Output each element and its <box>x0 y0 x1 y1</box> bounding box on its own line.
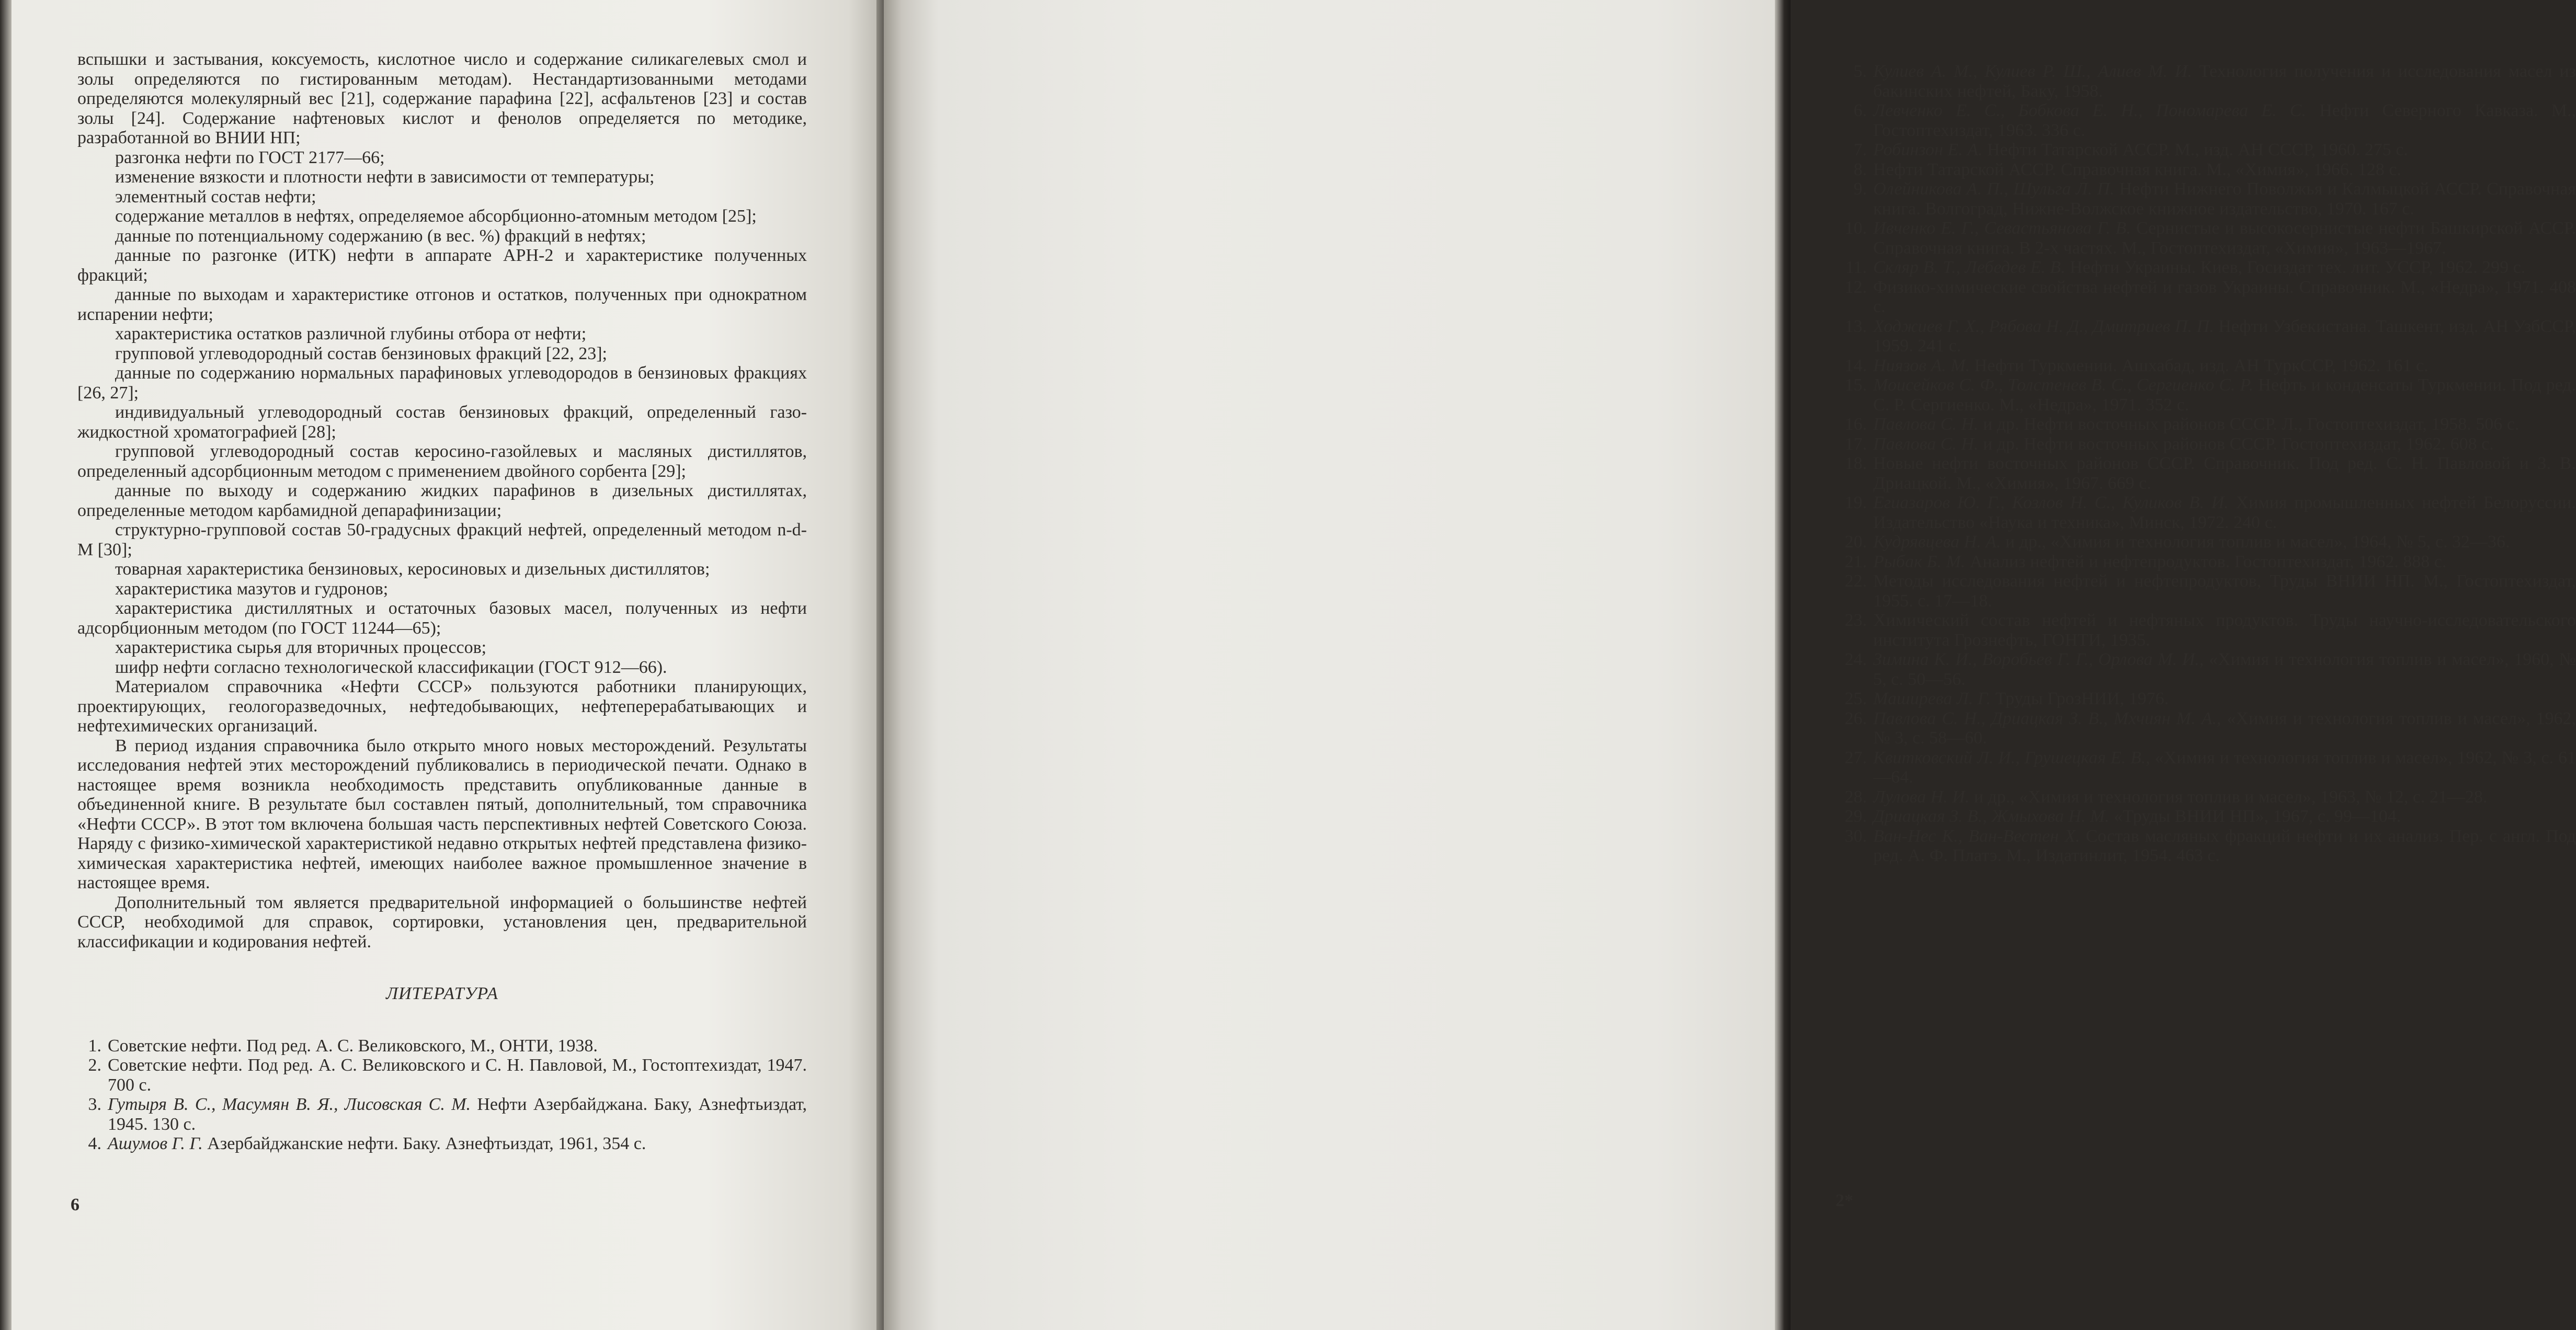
reference-item <box>1834 317 2576 356</box>
left-page-text <box>77 50 807 1154</box>
reference-authors: Ван-Нес К., Ван-Вестен Х. <box>1873 826 2080 846</box>
reference-title: Нефти Туркмении. Ашхабад, изд. АН ТуркССР, 1962. 161 с. <box>1970 356 2429 375</box>
reference-text <box>1873 454 2576 493</box>
reference-number: 9. <box>1853 179 1867 199</box>
reference-text <box>1873 748 2576 787</box>
reference-item <box>1834 62 2576 101</box>
reference-item <box>1834 356 2576 376</box>
reference-item <box>77 1056 807 1095</box>
reference-number: 2. <box>88 1056 101 1075</box>
reference-text <box>1873 317 2576 356</box>
reference-title: Нефти Северного Кавказа. М., Гостоптехиздат, 1963. 336 с. <box>1873 101 2576 140</box>
reference-authors: Левченко Е. С., Бобкова Е. Н., Пономарева Е. С. <box>1873 101 2306 120</box>
reference-text <box>1873 356 2576 376</box>
reference-text <box>108 1056 807 1095</box>
body-paragraph: индивидуальный углеводородный состав бензиновых фракций, определенный газо-жидкостной хроматографией [28]; <box>77 403 807 442</box>
body-paragraph: В период издания справочника было открыто много новых месторождений. Результаты исследования нефтей этих месторождений публиковались в периодической печати. Однако в настоящее время возникла необходимость представить опубликованные данные в объединенной книге. В результате был составлен пятый, дополнительный, том справочника «Нефти СССР». В этот том включена большая часть перспективных нефтей Советского Союза. Наряду с физико-химической характеристикой недавно открытых нефтей представлена физико-химическая характеристика нефтей, имеющих наиболее важное промышленное значение в настоящее время. <box>77 736 807 892</box>
body-paragraph: данные по разгонке (ИТК) нефти в аппарате АРН-2 и характеристике полученных фракций; <box>77 246 807 285</box>
reference-number: 12. <box>1844 277 1867 297</box>
reference-number: 13. <box>1844 316 1867 336</box>
reference-item <box>1834 454 2576 493</box>
reference-item <box>1834 179 2576 219</box>
reference-number: 14. <box>1844 356 1867 375</box>
reference-authors: Егиазаров Ю. Г., Козлов Н. С., Куликов В. И. <box>1873 493 2229 512</box>
reference-item <box>1834 258 2576 278</box>
right-page-number: 2* <box>1836 1191 1853 1210</box>
reference-authors: Павлова С. Н. <box>1873 415 1979 434</box>
reference-text <box>1873 434 2576 454</box>
literature-heading: ЛИТЕРАТУРА <box>386 984 498 1003</box>
reference-authors: Ниязов А. М. <box>1873 356 1970 375</box>
left-page <box>0 0 884 1330</box>
reference-number: 4. <box>88 1134 101 1153</box>
reference-authors: Ходжиев Г. Х., Рябова Н. Д., Дмитриев П. П. <box>1873 316 2214 336</box>
body-paragraph: содержание металлов в нефтях, определяемое абсорбционно-атомным методом [25]; <box>115 207 757 226</box>
reference-text <box>1873 807 2576 827</box>
reference-number: 17. <box>1844 434 1867 454</box>
reference-title: Химия промышленных нефтей Белоруссии. Издательство «Наука и техника», Минск, 1972. 240 с. <box>1873 493 2576 532</box>
reference-title: Советские нефти. Под ред. А. С. Великовского и С. Н. Павловой, М., Гостоптехиздат, 1947. 700 с. <box>108 1056 807 1095</box>
reference-text <box>1873 258 2576 278</box>
reference-title: и др. Нефти восточных районов СССР. Л., Гостоптехиздат, 1958. 506 с. <box>1978 415 2520 434</box>
body-paragraph: товарная характеристика бензиновых, керосиновых и дизельных дистиллятов; <box>115 559 710 579</box>
left-reference-list <box>77 1036 807 1154</box>
reference-title: «Химия и технология топлив и масел», 1960, № 5, с. 50—56. <box>1873 650 2576 689</box>
reference-text <box>1873 160 2576 180</box>
reference-text <box>1873 571 2576 611</box>
body-paragraph: изменение вязкости и плотности нефти в зависимости от температуры; <box>115 167 655 187</box>
reference-item <box>1834 375 2576 415</box>
reference-text <box>1873 415 2576 434</box>
reference-text <box>1873 689 2576 709</box>
reference-text <box>1873 62 2576 101</box>
right-page-text <box>1834 62 2576 866</box>
reference-title: Химический состав нефтей и нефтяных продуктов. Труды научно-исследовательского института Грознефть, ГОНТИ, 1935. <box>1873 611 2576 650</box>
reference-number: 24. <box>1844 650 1867 669</box>
reference-item <box>1834 709 2576 748</box>
reference-title: Нефти Азербайджана. Баку, Азнефтьиздат, 1945. 130 с. <box>108 1095 807 1134</box>
body-paragraph: данные по выходам и характеристике отгонов и остатков, полученных при однократном испарении нефти; <box>77 285 807 324</box>
reference-number: 23. <box>1844 611 1867 630</box>
reference-title: Методы исследования нефтей и нефтепродуктов, Труды ВНИИ НП. М., Гостоптехиздат, 1955. с. 17—18. <box>1873 571 2576 611</box>
reference-item <box>1834 493 2576 532</box>
reference-number: 22. <box>1844 571 1867 591</box>
reference-title: Анализ нефтей и нефтепродуктов. Гостоптехиздат, 1962. 888 с. <box>1965 552 2447 571</box>
reference-number: 20. <box>1844 532 1867 552</box>
body-paragraph: Дополнительный том является предварительной информацией о большинстве нефтей СССР, необходимой для справок, сортировки, установления цен, предварительной классификации и кодирования нефтей. <box>77 892 807 951</box>
reference-item <box>1834 571 2576 611</box>
reference-number: 1. <box>88 1036 101 1056</box>
reference-text <box>1873 140 2576 160</box>
reference-item <box>1834 689 2576 709</box>
reference-text <box>1873 787 2576 807</box>
reference-item <box>77 1036 807 1056</box>
body-paragraph: данные по выходу и содержанию жидких парафинов в дизельных дистиллятах, определенные методом карбамидной депарафинизации; <box>77 481 807 520</box>
reference-title: Труды ГрозНИИ, 1976. <box>1990 689 2169 708</box>
body-paragraph: данные по потенциальному содержанию (в вес. %) фракций в нефтях; <box>115 226 646 246</box>
reference-title: Физико-химические свойства нефтей и газов Украины. Справочник. М., «Недра», 1971. 408 с. <box>1873 277 2576 316</box>
reference-number: 7. <box>1853 140 1867 159</box>
reference-authors: Маширева Л. Г. <box>1873 689 1991 708</box>
reference-item <box>77 1095 807 1134</box>
reference-title: Нефти Татарской АССР. М., изд. АН СССР, 1960. 275 с. <box>1982 140 2408 159</box>
reference-text <box>108 1134 807 1154</box>
reference-number: 15. <box>1844 375 1867 395</box>
reference-number: 29. <box>1844 807 1867 826</box>
reference-item <box>77 1134 807 1154</box>
reference-text <box>1873 493 2576 532</box>
reference-authors: Робинзон Е. А. <box>1873 140 1983 159</box>
reference-authors: Лулова Н. И. <box>1873 787 1970 807</box>
reference-title: «Труды ВНИИ НП», 1967, с. 99—104. <box>2109 807 2401 826</box>
body-paragraph: данные по содержанию нормальных парафиновых углеводородов в бензиновых фракциях [26, 27]; <box>77 363 807 403</box>
body-paragraph: характеристика мазутов и гудронов; <box>115 579 389 599</box>
body-paragraph: шифр нефти согласно технологической классификации (ГОСТ 912—66). <box>115 657 667 677</box>
reference-title: «Химия и технология топлив и масел», 1962, № 3, с. 58—60. <box>1873 708 2576 748</box>
reference-title: «Химия и технология топлив и масел», 1962, № 3, с. 61—64. <box>1873 748 2576 787</box>
reference-item <box>1834 278 2576 317</box>
reference-title: Сернистые и высокосернистые нефти Башкирской АССР. Справочная книга. В 2-х частях. М., Гостоптехиздат, «Химия», 1963—1967. <box>1873 219 2576 258</box>
right-page-edge <box>1775 0 1791 1330</box>
reference-text <box>1873 532 2576 552</box>
reference-authors: Олейникова А. П., Шульга Л. П. <box>1873 179 2115 199</box>
reference-item <box>1834 532 2576 552</box>
reference-number: 28. <box>1844 787 1867 807</box>
reference-item <box>1834 101 2576 140</box>
reference-authors: Квитковский Л. И., Грушецкая Е. В., <box>1873 748 2150 767</box>
body-paragraph: структурно-групповой состав 50-градусных фракций нефтей, определенный методом n-d-M [30]; <box>77 520 807 559</box>
reference-authors: Дриацкая З. В., Жмыхова Н. М. <box>1873 807 2110 826</box>
reference-text <box>1873 278 2576 317</box>
reference-title: Азербайджанские нефти. Баку. Азнефтьиздат, 1961, 354 с. <box>202 1134 646 1153</box>
reference-number: 26. <box>1844 708 1867 728</box>
body-paragraph: групповой углеводородный состав керосино-газойлевых и масляных дистиллятов, определенный адсорбционным методом с применением двойного сорбента [29]; <box>77 442 807 481</box>
reference-text <box>1873 375 2576 415</box>
reference-item <box>1834 748 2576 787</box>
body-paragraph: характеристика дистиллятных и остаточных базовых масел, полученных из нефти адсорбционным методом (по ГОСТ 11244—65); <box>77 599 807 638</box>
reference-number: 30. <box>1844 826 1867 846</box>
reference-number: 10. <box>1844 219 1867 238</box>
reference-authors: Ашумов Г. Г. <box>108 1134 203 1153</box>
left-page-edge <box>0 0 12 1330</box>
reference-item <box>1834 140 2576 160</box>
reference-text <box>1873 650 2576 689</box>
reference-number: 27. <box>1844 748 1867 767</box>
body-paragraph: вспышки и застывания, коксуемость, кислотное число и содержание силикагелевых смол и золы определяются по гистированным методам). Нестандартизованными методами определяются молекулярный вес [21], содержание парафина [22], асфальтенов [23] и состав золы [24]. Содержание нафтеновых кислот и фенолов определяется по методике, разработанной во ВНИИ НП; <box>77 50 807 147</box>
reference-item <box>1834 611 2576 650</box>
reference-number: 6. <box>1853 101 1867 120</box>
reference-title: Состав масляных фракций нефти и их анализ. Пер. с англ. Под ред. А. Ф. Платэ. М., Издатинлит, 1954. 463 с. <box>1873 826 2576 865</box>
reference-number: 21. <box>1844 552 1867 571</box>
reference-item <box>1834 787 2576 807</box>
reference-authors: Рыбак Б. М. <box>1873 552 1966 571</box>
reference-title: и др. Нефти восточных районов СССР. Гостоптехиздат, 1962. 608 с. <box>1978 434 2494 454</box>
reference-text <box>1873 827 2576 866</box>
reference-authors: Гутыря В. С., Масумян В. Я., Лисовская С. М. <box>108 1095 471 1114</box>
reference-item <box>1834 552 2576 572</box>
reference-item <box>1834 160 2576 180</box>
body-paragraph: характеристика сырья для вторичных процессов; <box>115 638 487 657</box>
reference-text <box>1873 611 2576 650</box>
reference-authors: Кулиев А. М., Кулиев Р. Ш., Алиев М. И. <box>1873 62 2192 81</box>
reference-text <box>1873 219 2576 258</box>
reference-authors: Зимина К. И., Воробьев Г. Г., Орлова М. И., <box>1873 650 2204 669</box>
reference-number: 16. <box>1844 415 1867 434</box>
reference-title: Новые нефти восточных районов СССР. Справочник. Под ред. С. Н. Павловой и З. В. Дриацкой. М., «Химия», 1967. 669 с. <box>1873 454 2576 493</box>
reference-number: 8. <box>1853 159 1867 179</box>
reference-authors: Скляр В. Т., Лебедев Е. В. <box>1873 258 2066 277</box>
reference-authors: Павлова С. Н. <box>1873 434 1979 454</box>
right-page <box>884 0 2576 1330</box>
reference-text <box>1873 101 2576 140</box>
reference-title: и др., «Химия и технология топлив и масел», 1964, № 5, с. 32—36. <box>2001 532 2510 552</box>
reference-title: Советские нефти. Под ред. А. С. Великовского, М., ОНТИ, 1938. <box>108 1036 598 1056</box>
reference-title: Нефть и конденсаты Туркмении. Под ред. С. Р. Сергиенко. М., «Недра», 1971. 352 с. <box>1873 375 2576 415</box>
reference-number: 18. <box>1844 454 1867 473</box>
reference-text <box>108 1095 807 1134</box>
reference-title: Нефти Татарской АССР. Справочная книга. М., «Химия», 1966. 128 с. <box>1873 159 2401 179</box>
reference-text <box>108 1036 807 1056</box>
reference-item <box>1834 219 2576 258</box>
reference-text <box>1873 179 2576 219</box>
reference-authors: Кудрявцева Н. А. <box>1873 532 2001 552</box>
reference-item <box>1834 415 2576 434</box>
reference-authors: Моисейков С. Ф., Толстенев В. С., Сергиенко С. Р. <box>1873 375 2254 395</box>
reference-item <box>1834 434 2576 454</box>
body-paragraph: характеристика остатков различной глубины отбора от нефти; <box>115 324 587 343</box>
body-paragraph: групповой углеводородный состав бензиновых фракций [22, 23]; <box>115 343 607 363</box>
reference-item <box>1834 650 2576 689</box>
reference-text <box>1873 552 2576 572</box>
left-body-text <box>77 50 807 951</box>
reference-authors: Павлова С. Н., Дриацкая З. В., Мхчиян М. А., <box>1873 708 2221 728</box>
reference-item <box>1834 827 2576 866</box>
reference-authors: Ивченко Е. Г., Севастьянова Г. В. <box>1873 219 2131 238</box>
body-paragraph: элементный состав нефти; <box>115 187 316 207</box>
reference-item <box>1834 807 2576 827</box>
reference-title: Нефти Узбекистана. Ташкент, изд. АН УзбССР, 1959. 241 с. <box>1873 316 2576 356</box>
reference-text <box>1873 709 2576 748</box>
reference-title: и др., «Химия и технология топлив и масел», 1963, № 12, с. 21—28. <box>1969 787 2488 807</box>
reference-title: Нефти Нижнего Поволжья и Калмыцкой АССР. Справочная книга. Волгоград, Нижне-Волжское книжное издательство, 1970. 167 с. <box>1873 179 2576 219</box>
left-page-number: 6 <box>71 1195 79 1214</box>
reference-number: 5. <box>1853 62 1867 81</box>
reference-number: 19. <box>1844 493 1867 512</box>
reference-title: Технология получения и исследования масел из бакинских нефтей, Баку, 1958. <box>1873 62 2576 101</box>
body-paragraph: разгонка нефти по ГОСТ 2177—66; <box>115 147 385 167</box>
body-paragraph: Материалом справочника «Нефти СССР» пользуются работники планирующих, проектирующих, геологоразведочных, нефтедобывающих, нефтеперерабатывающих и нефтехимических организаций. <box>77 677 807 736</box>
reference-title: Нефти Украины. Киев, Госиздат тех. лит. УССР, 1962. 299 с. <box>2065 258 2526 277</box>
right-reference-list <box>1834 62 2576 866</box>
reference-number: 11. <box>1845 258 1867 277</box>
reference-number: 3. <box>88 1095 101 1114</box>
reference-number: 25. <box>1844 689 1867 708</box>
